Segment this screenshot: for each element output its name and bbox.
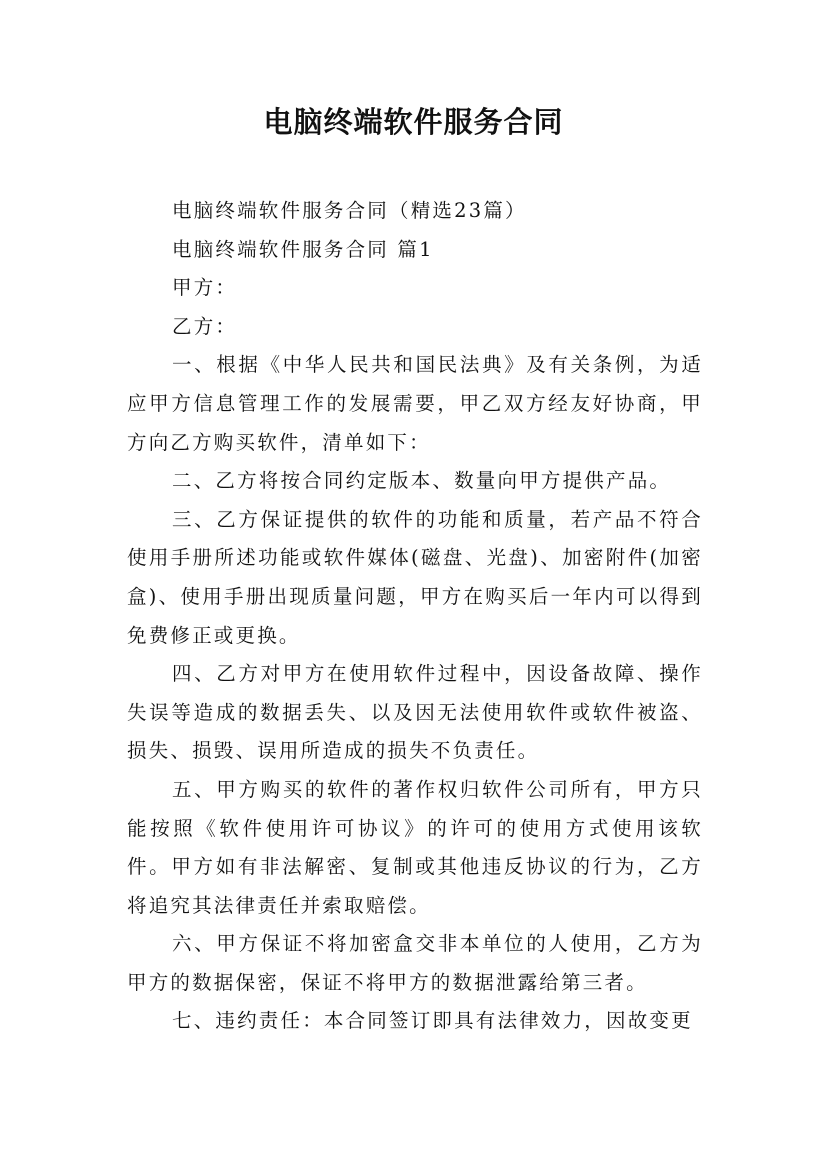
paragraph-party-b: 乙方： (172, 314, 238, 338)
paragraph-clause-5: 五、甲方购买的软件的著作权归软件公司所有，甲方只能按照《软件使用许可协议》的许可的使用方式使用该软件。甲方如有非法解密、复制或其他违反协议的行为，乙方将追究其法律责任并索取赔偿。 (127, 777, 703, 917)
document-body (127, 192, 703, 1041)
paragraph-party-a: 甲方： (172, 276, 238, 300)
paragraph-subtitle: 电脑终端软件服务合同（精选23篇） (172, 199, 527, 222)
paragraph-clause-3: 三、乙方保证提供的软件的功能和质量，若产品不符合使用手册所述功能或软件媒体(磁盘、光盘)、加密附件(加密盒)、使用手册出现质量问题，甲方在购买后一年内可以得到免费修正或更换。 (127, 507, 703, 647)
paragraph-clause-7: 七、违约责任：本合同签订即具有法律效力，因故变更 (172, 1009, 693, 1033)
paragraph-clause-4: 四、乙方对甲方在使用软件过程中，因设备故障、操作失误等造成的数据丢失、以及因无法使用软件或软件被盗、损失、损毁、误用所造成的损失不负责任。 (127, 662, 703, 763)
paragraph-clause-2: 二、乙方将按合同约定版本、数量向甲方提供产品。 (172, 469, 672, 493)
paragraph-section-heading: 电脑终端软件服务合同 篇1 (172, 237, 434, 261)
paragraph-clause-1: 一、根据《中华人民共和国民法典》及有关条例，为适应甲方信息管理工作的发展需要，甲乙双方经友好协商，甲方向乙方购买软件，清单如下： (127, 353, 703, 454)
document-title: 电脑终端软件服务合同 (263, 105, 564, 139)
paragraph-clause-6: 六、甲方保证不将加密盒交非本单位的人使用，乙方为甲方的数据保密，保证不将甲方的数据泄露给第三者。 (127, 932, 703, 994)
